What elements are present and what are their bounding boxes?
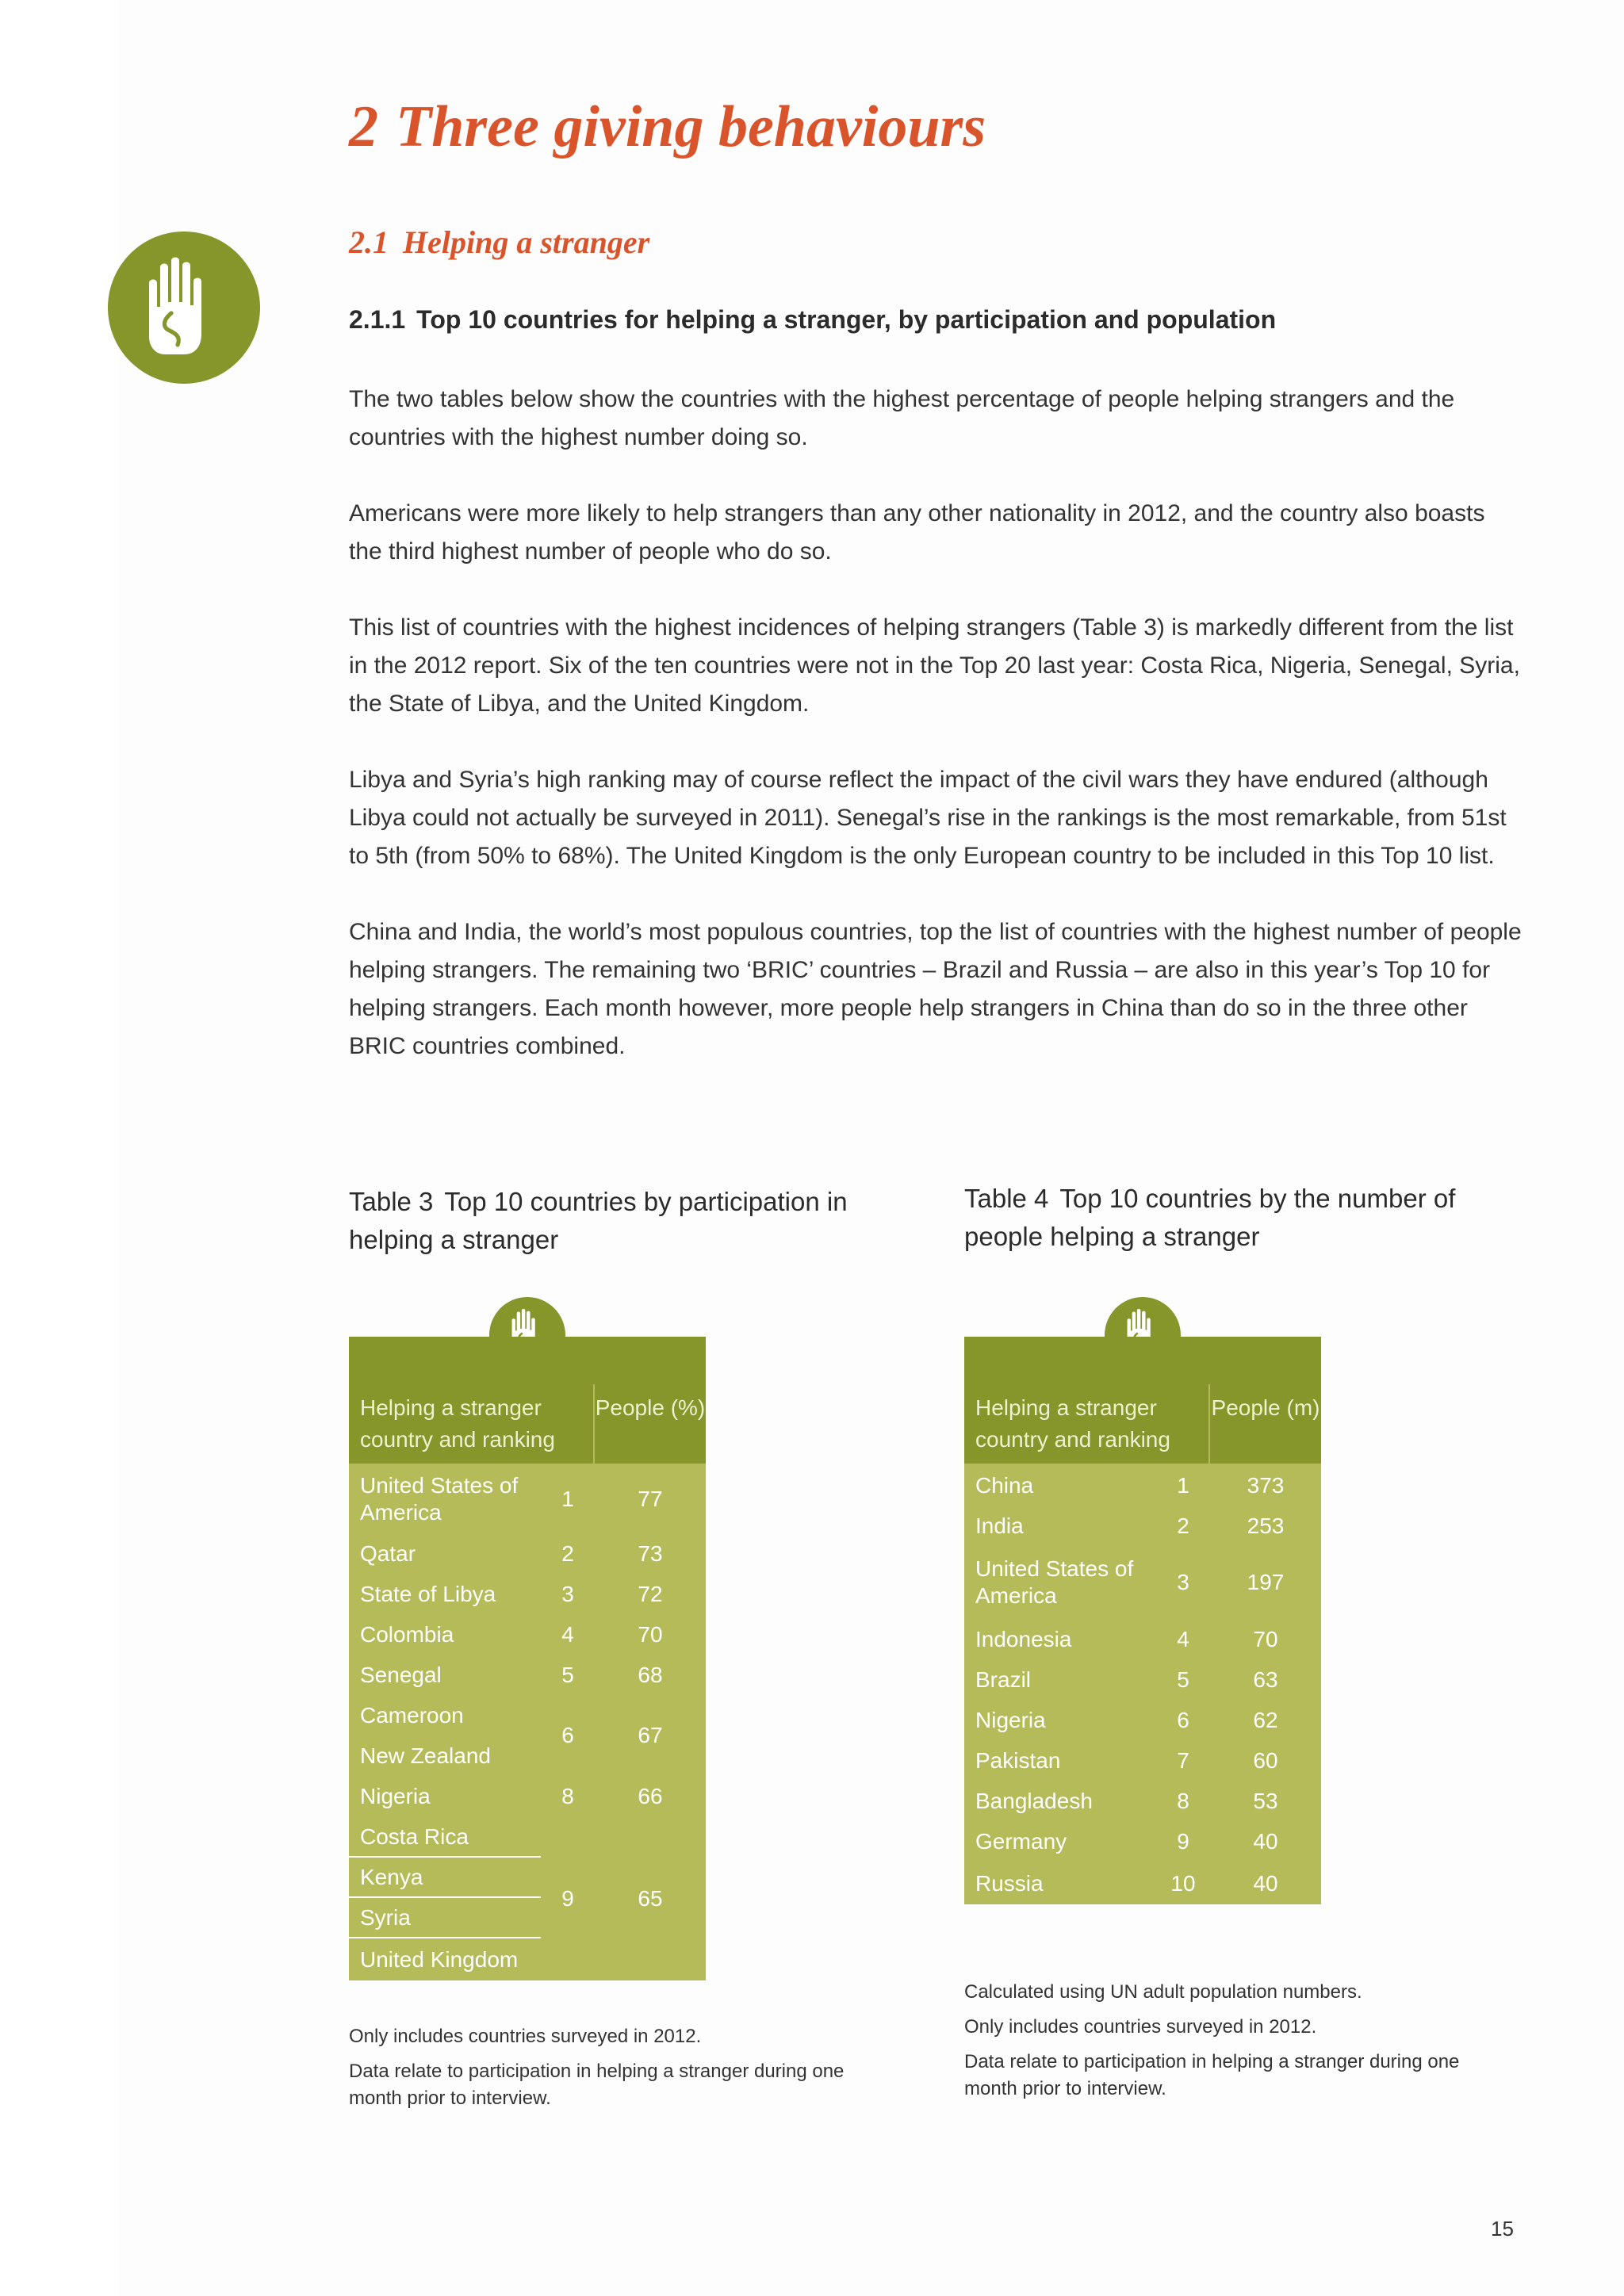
- table-row-value: 63: [1210, 1660, 1321, 1699]
- table-note: Data relate to participation in helping a stranger during one month prior to interview.: [964, 2051, 1460, 2099]
- table-header-people: People (m): [1210, 1384, 1321, 1464]
- table4-caption-block: [964, 1180, 1488, 1256]
- table-row-value: 62: [1210, 1701, 1321, 1739]
- table-row-value: 73: [595, 1534, 706, 1573]
- table-row-country: Syria: [349, 1898, 593, 1937]
- table-row-value: 40: [1210, 1862, 1321, 1904]
- table-row-value: 68: [595, 1655, 706, 1694]
- table-row-country: Qatar: [349, 1534, 541, 1573]
- table-row-value: 77: [595, 1466, 706, 1533]
- table-row-country: Russia: [964, 1862, 1156, 1904]
- table-row-country: Senegal: [349, 1655, 541, 1694]
- table-row-rank: 3: [1158, 1547, 1208, 1618]
- table4-caption: Table 4 Top 10 countries by the number of people helping a stranger: [964, 1184, 1456, 1251]
- table-row-value: 66: [595, 1777, 706, 1816]
- table-row-country: Colombia: [349, 1615, 541, 1654]
- table-row-country: India: [964, 1506, 1156, 1545]
- table-row-value: 67: [595, 1696, 706, 1775]
- table-row-country: Nigeria: [964, 1701, 1156, 1739]
- table-row-rank: 2: [542, 1534, 593, 1573]
- subsection-title: 2.1.1 Top 10 countries for helping a stranger, by participation and population: [349, 305, 1277, 334]
- table-row-country: Cameroon: [349, 1696, 541, 1735]
- table3-caption: Table 3 Top 10 countries by participation in helping a stranger: [349, 1187, 848, 1254]
- table4-notes: [964, 1979, 1488, 2110]
- table-row-value: 65: [595, 1817, 706, 1980]
- page-number: 15: [1491, 2217, 1514, 2241]
- table-row-value: 72: [595, 1575, 706, 1613]
- table-note: Data relate to participation in helping a stranger during one month prior to interview.: [349, 2061, 845, 2109]
- table-row-rank: 10: [1158, 1862, 1208, 1904]
- table-row-value: 70: [595, 1615, 706, 1654]
- table-row-rank: 5: [1158, 1660, 1208, 1699]
- table-row-rank: 8: [1158, 1781, 1208, 1820]
- table-row-country: United Kingdom: [349, 1938, 593, 1980]
- chapter-title: 2 Three giving behaviours: [349, 94, 986, 159]
- table-row-country: Nigeria: [349, 1777, 541, 1816]
- table-row-country: China: [964, 1466, 1156, 1505]
- table-row-rank: 1: [542, 1466, 593, 1533]
- table-row-country: New Zealand: [349, 1736, 541, 1775]
- table-header-country: Helping a stranger country and ranking: [964, 1384, 1208, 1464]
- row-divider: [349, 1856, 541, 1858]
- table-row-rank: 5: [542, 1655, 593, 1694]
- table-row-country: Kenya: [349, 1858, 593, 1896]
- table-note: Only includes countries surveyed in 2012.: [349, 2026, 702, 2047]
- table-row-rank: 6: [542, 1696, 593, 1775]
- table-row-country: Costa Rica: [349, 1817, 593, 1856]
- table-row-country: United States of America: [964, 1547, 1156, 1618]
- row-divider: [349, 1937, 541, 1938]
- table-header-country: Helping a stranger country and ranking: [349, 1384, 593, 1464]
- table-row-rank: 4: [1158, 1620, 1208, 1659]
- table4: [964, 1337, 1321, 1904]
- paragraph: Americans were more likely to help strangers than any other nationality in 2012, and the country also boasts the third highest number of people who do so.: [349, 500, 1485, 564]
- table-row-value: 60: [1210, 1741, 1321, 1780]
- table-row-country: Germany: [964, 1822, 1156, 1861]
- page-background: [119, 0, 1624, 2296]
- table-header-band: [349, 1337, 706, 1384]
- table-row-value: 70: [1210, 1620, 1321, 1659]
- table-header-people: People (%): [595, 1384, 706, 1464]
- body-text: [349, 381, 1522, 1104]
- table-row-value: 53: [1210, 1781, 1321, 1820]
- paragraph: The two tables below show the countries with the highest percentage of people helping strangers and the countries with the highest number doing so.: [349, 386, 1455, 450]
- paragraph: China and India, the world’s most populous countries, top the list of countries with the highest number of people helping strangers. The remaining two ‘BRIC’ countries – Brazil and Russia – are also in this year’s Top 10 for helping strangers. Each month however, more people help strangers in China than do so in the three other BRIC countries combined.: [349, 919, 1522, 1059]
- table3-caption-block: [349, 1183, 872, 1259]
- table-row-rank: 6: [1158, 1701, 1208, 1739]
- table-row-rank: 1: [1158, 1466, 1208, 1505]
- paragraph: Libya and Syria’s high ranking may of course reflect the impact of the civil wars they have endured (although Libya could not actually be surveyed in 2011). Senegal’s rise in the rankings is the most remarkable, from 51st to 5th (from 50% to 68%). The United Kingdom is the only European country to be included in this Top 10 list.: [349, 767, 1507, 869]
- table3: [349, 1337, 706, 1980]
- table-row-rank: 9: [542, 1817, 593, 1980]
- table-row-value: 197: [1210, 1547, 1321, 1618]
- table-row-rank: 9: [1158, 1822, 1208, 1861]
- table-row-country: United States of America: [349, 1466, 541, 1533]
- table-row-value: 373: [1210, 1466, 1321, 1505]
- table-row-rank: 8: [542, 1777, 593, 1816]
- table-row-rank: 2: [1158, 1506, 1208, 1545]
- table3-notes: [349, 2023, 856, 2120]
- table-row-country: State of Libya: [349, 1575, 541, 1613]
- table-note: Calculated using UN adult population numbers.: [964, 1981, 1362, 2003]
- table-row-value: 253: [1210, 1506, 1321, 1545]
- table-row-rank: 4: [542, 1615, 593, 1654]
- section-title: 2.1 Helping a stranger: [349, 224, 650, 260]
- table-row-rank: 3: [542, 1575, 593, 1613]
- table-row-rank: 7: [1158, 1741, 1208, 1780]
- table-header-band: [964, 1337, 1321, 1384]
- table-row-country: Bangladesh: [964, 1781, 1156, 1820]
- table-row-country: Indonesia: [964, 1620, 1156, 1659]
- raised-hand-icon: [108, 232, 260, 384]
- paragraph: This list of countries with the highest incidences of helping strangers (Table 3) is markedly different from the list in the 2012 report. Six of the ten countries were not in the Top 20 last year: Costa Rica, Nigeria, Senegal, Syria, the State of Libya, and the United Kingdom.: [349, 614, 1520, 717]
- table-row-value: 40: [1210, 1822, 1321, 1861]
- table-note: Only includes countries surveyed in 2012.: [964, 2016, 1317, 2038]
- row-divider: [349, 1896, 541, 1898]
- table-row-country: Pakistan: [964, 1741, 1156, 1780]
- table-row-country: Brazil: [964, 1660, 1156, 1699]
